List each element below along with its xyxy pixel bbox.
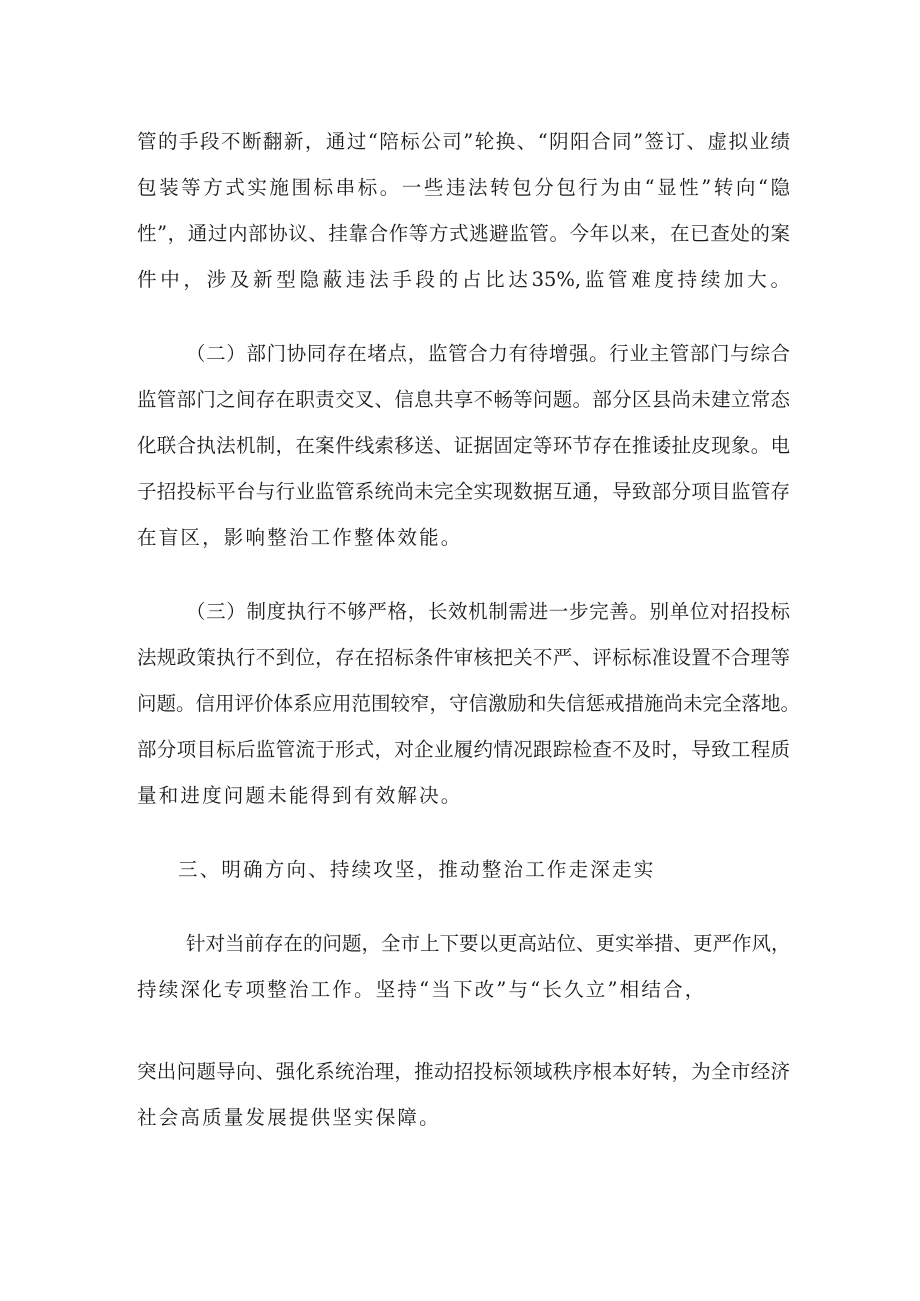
paragraph-4-line-1: 针对当前存在的问题，全市上下要以更高站位、更实举措、更严作风， [186, 932, 791, 955]
paragraph-5-line-1: 突出问题导向、强化系统治理，推动招投标领域秩序根本好转，为全市经济 [137, 1060, 790, 1083]
paragraph-2-line-3: 化联合执法机制，在案件线索移送、证据固定等环节存在推诿扯皮现象。电 [137, 434, 790, 457]
paragraph-3-line-5: 量和进度问题未能得到有效解决。 [137, 784, 463, 807]
paragraph-5-line-2: 社会高质量发展提供坚实保障。 [137, 1106, 441, 1129]
paragraph-1-line-2: 包装等方式实施围标串标。一些违法转包分包行为由“显性”转向“隐 [137, 176, 790, 199]
paragraph-4-line-2: 持续深化专项整治工作。坚持“当下改”与“长久立”相结合， [137, 978, 707, 1001]
paragraph-3-line-2: 法规政策执行不到位，存在招标条件审核把关不严、评标标准设置不合理等 [137, 646, 790, 669]
section-heading: 三、明确方向、持续攻坚，推动整治工作走深走实 [178, 858, 656, 881]
paragraph-1-line-4: 件中，涉及新型隐蔽违法手段的占比达35%,监管难度持续加大。 [137, 268, 790, 291]
paragraph-2-line-5: 在盲区，影响整治工作整体效能。 [137, 526, 463, 549]
paragraph-3-line-1: （三）制度执行不够严格，长效机制需进一步完善。别单位对招投标 [186, 600, 790, 623]
paragraph-3-line-3: 问题。信用评价体系应用范围较窄，守信激励和失信惩戒措施尚未完全落地。 [137, 692, 801, 715]
paragraph-1-line-1: 管的手段不断翻新，通过“陪标公司”轮换、“阴阳合同”签订、虚拟业绩 [137, 130, 790, 153]
paragraph-1-line-3: 性”，通过内部协议、挂靠合作等方式逃避监管。今年以来，在已查处的案 [137, 222, 790, 245]
paragraph-3-line-4: 部分项目标后监管流于形式，对企业履约情况跟踪检查不及时，导致工程质 [137, 738, 790, 761]
paragraph-2-line-2: 监管部门之间存在职责交叉、信息共享不畅等问题。部分区县尚未建立常态 [137, 388, 790, 411]
paragraph-2-line-1: （二）部门协同存在堵点，监管合力有待增强。行业主管部门与综合 [186, 342, 790, 365]
paragraph-2-line-4: 子招投标平台与行业监管系统尚未完全实现数据互通，导致部分项目监管存 [137, 480, 790, 503]
